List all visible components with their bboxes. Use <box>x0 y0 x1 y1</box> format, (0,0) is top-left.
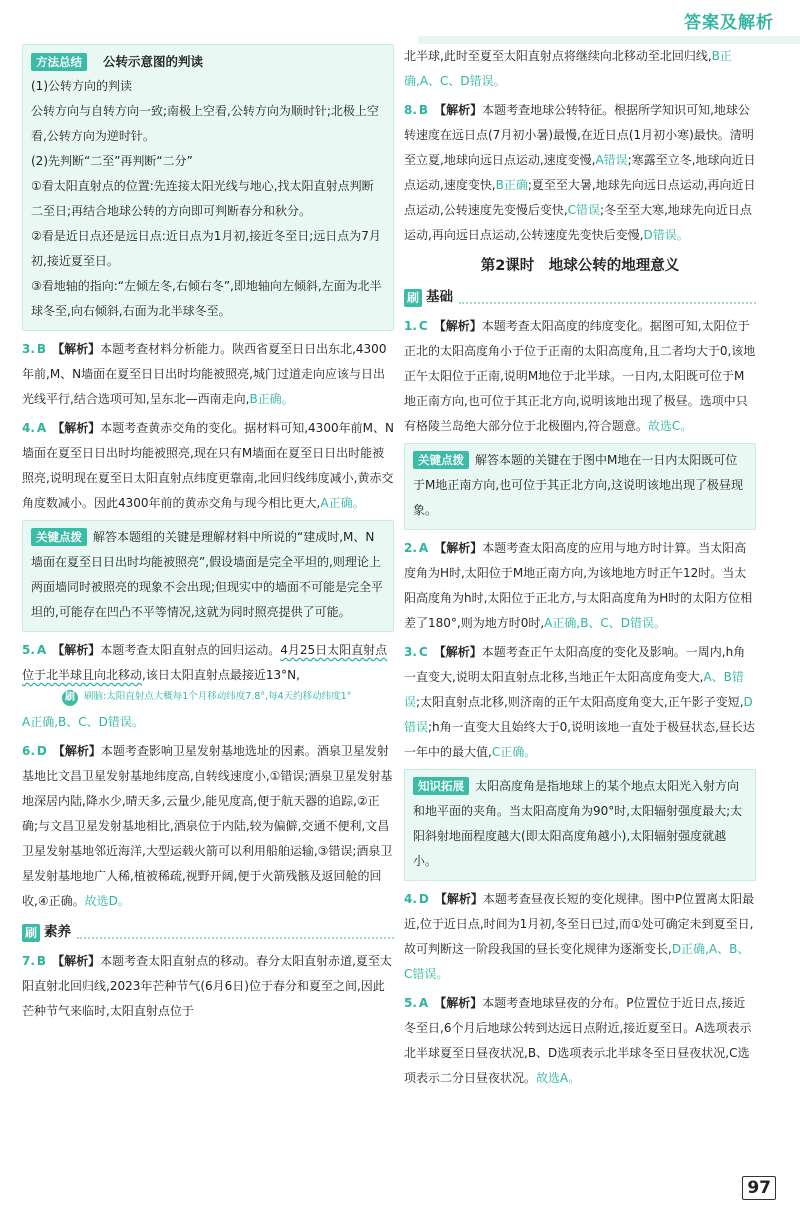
answer-item-r5 <box>404 991 756 1091</box>
item-result: A、B错误 <box>404 670 744 709</box>
header-divider <box>418 36 800 44</box>
item-result: D正确,A、B、C错误。 <box>404 942 750 981</box>
key-point-box <box>404 443 756 530</box>
analysis-label: 【解析】 <box>52 954 101 968</box>
analysis-label: 【解析】 <box>434 103 483 117</box>
item-text: 本题考查太阳直射点的移动。春分太阳直射赤道,夏至太阳直射北回归线,2023年芒种节气(6月6日)位于春分和夏至之间,因此芒种节气来临时,太阳直射点位于 <box>22 954 392 1018</box>
item-result: 故选D。 <box>84 894 130 908</box>
analysis-label: 【解析】 <box>52 643 101 657</box>
item-text: ;h角一直变大且始终大于0,说明该地一直处于极昼状态,昼长达一年中的最大值, <box>404 720 755 759</box>
item-answer: C <box>418 319 428 333</box>
item-answer: A <box>418 996 429 1010</box>
item-result: C正确。 <box>491 745 537 759</box>
section-jichu <box>404 285 756 310</box>
item-number: 3. <box>22 342 35 356</box>
analysis-label: 【解析】 <box>52 421 101 435</box>
item-text: 本题考查太阳直射点的回归运动。 <box>100 643 281 657</box>
item-result: B正确 <box>495 178 528 192</box>
key-point-tag: 关键点拨 <box>413 451 469 469</box>
method-line: (2)先判断“二至”再判断“二分” <box>31 154 193 168</box>
item-number: 8. <box>404 103 417 117</box>
item-result: A错误 <box>595 153 628 167</box>
item-text: 本题考查材料分析能力。陕西省夏至日日出东北,4300年前,M、N墙面在夏至日日出时均能被照亮,城门过道走向应该与日出光线平行,结合选项可知,呈东北—西南走向, <box>22 342 387 406</box>
brush-icon: 刷 <box>404 289 422 307</box>
item-result: B正确。 <box>249 392 294 406</box>
analysis-label: 【解析】 <box>52 744 101 758</box>
item-text: ;夏至至大暑,地球先向远日点运动,再向近日点运动,公转速度先变慢后变快, <box>404 178 756 217</box>
item-number: 5. <box>22 643 35 657</box>
item-result: D错误 <box>404 695 753 734</box>
answer-item-4 <box>22 416 394 516</box>
section-name: 基础 <box>426 289 453 305</box>
brain-note-label: 刷脑: <box>84 691 107 702</box>
item-answer: D <box>418 892 429 906</box>
key-point-text: 解答本题组的关键是理解材料中所说的“建成时,M、N墙面在夏至日日出时均能被照亮”,假设墙面是完全平坦的,则理论上两面墙同时被照亮的现象不会出现;但现实中的墙面不可能是完全平坦的,可能存在凹凸不平等情况,这就为同时照亮提供了可能。 <box>31 530 384 619</box>
answer-item-3 <box>22 337 394 412</box>
lesson-title: 第2课时 地球公转的地理意义 <box>480 258 680 274</box>
answer-item-5 <box>22 638 394 688</box>
left-column <box>22 44 394 1028</box>
page-number: 97 <box>742 1176 776 1200</box>
item-result: C错误 <box>567 203 601 217</box>
item-text: ;寒露至立冬,地球向近日点运动,速度变快, <box>404 153 756 192</box>
method-line: ①看太阳直射点的位置:先连接太阳光线与地心,找太阳直射点判断二至日;再结合地球公转的方向即可判断春分和秋分。 <box>31 179 374 218</box>
brush-icon: 刷 <box>22 924 40 942</box>
item-text: 本题考查黄赤交角的变化。据材料可知,4300年前M、N墙面在夏至日日出时均能被照亮,现在只有M墙面在夏至日日出时能被照亮,说明现在夏至日太阳直射点纬度更靠南,北回归线纬度减小,黄赤交角度数减小。因此4300年前的黄赤交角与现今相比更大, <box>22 421 394 510</box>
item-number: 7. <box>22 954 35 968</box>
item-text: 本题考查太阳高度的纬度变化。据图可知,太阳位于正北的太阳高度角小于位于正南的太阳高度角,且二者均大于0,该地正午太阳位于正南,说明M地位于北半球。一日内,太阳既可位于M地正南方向,也可位于其正北方向,说明该地出现了极昼。选项中只有格陵兰岛绝大部分位于北极圈内,符合题意。 <box>404 319 756 433</box>
item-number: 2. <box>404 541 417 555</box>
analysis-label: 【解析】 <box>52 342 101 356</box>
analysis-label: 【解析】 <box>433 319 482 333</box>
item-answer: A <box>418 541 429 555</box>
method-line: ②看是近日点还是远日点:近日点为1月初,接近冬至日;远日点为7月初,接近夏至日。 <box>31 229 381 268</box>
item-result: 故选A。 <box>536 1071 581 1085</box>
item-number: 5. <box>404 996 417 1010</box>
method-summary-box <box>22 44 394 331</box>
section-divider <box>459 292 756 304</box>
key-point-box <box>22 520 394 632</box>
item-text: ,该日太阳直射点最接近13°N, <box>142 668 300 682</box>
item-number: 6. <box>22 744 35 758</box>
item-answer: A <box>36 421 47 435</box>
key-point-tag: 关键点拨 <box>31 528 87 546</box>
item-number: 3. <box>404 645 417 659</box>
section-name: 素养 <box>44 924 71 940</box>
method-summary-tag: 方法总结 <box>31 53 87 71</box>
item-text: 北半球,此时至夏至太阳直射点将继续向北移动至北回归线, <box>404 49 712 63</box>
knowledge-extension-text: 太阳高度角是指地球上的某个地点太阳光入射方向和地平面的夹角。当太阳高度角为90°时,太阳辐射强度最大;太阳斜射地面程度越大(即太阳高度角越小),太阳辐射强度就越小。 <box>413 779 743 868</box>
item-text: 本题考查昼夜长短的变化规律。图中P位置离太阳最近,位于近日点,时间为1月初,冬至日已过,而①处可确定未到夏至日,故可判断这一阶段我国的昼长变化规律为逐渐变长, <box>404 892 755 956</box>
analysis-label: 【解析】 <box>434 541 483 555</box>
item-text: ;冬至至大寒,地球先向近日点运动,再向远日点运动,公转速度先变快后变慢, <box>404 203 752 242</box>
item-answer: B <box>36 954 47 968</box>
brain-note-icon: 刷 <box>62 690 78 706</box>
method-line: (1)公转方向的判读 <box>31 79 132 93</box>
item-result: A正确,B、C、D错误。 <box>22 715 144 729</box>
item-text: ;太阳直射点北移,则济南的正午太阳高度角变大,正午影子变短, <box>416 695 744 709</box>
item-result: B正确,A、C、D错误。 <box>404 49 732 88</box>
analysis-label: 【解析】 <box>434 892 483 906</box>
method-line: 公转方向与自转方向一致;南极上空看,公转方向为顺时针;北极上空看,公转方向为逆时针。 <box>31 104 379 143</box>
item-result: A正确,B、C、D错误。 <box>544 616 667 630</box>
brain-note <box>62 690 394 706</box>
answer-item-r2 <box>404 536 756 636</box>
section-divider <box>77 927 394 939</box>
item-result: D错误。 <box>643 228 689 242</box>
item-text: 本题考查正午太阳高度的变化及影响。一周内,h角一直变大,说明太阳直射点北移,当地正午太阳高度角变大, <box>404 645 746 684</box>
item-answer: B <box>418 103 429 117</box>
item-text: 本题考查地球公转特征。根据所学知识可知,地球公转速度在远日点(7月初小暑)最慢,在近日点(1月初小寒)最快。清明至立夏,地球向远日点运动,速度变慢, <box>404 103 754 167</box>
item-answer: D <box>36 744 47 758</box>
answer-item-7 <box>22 949 394 1024</box>
item-answer: B <box>36 342 47 356</box>
item-answer: A <box>36 643 47 657</box>
item-text: 本题考查太阳高度的应用与地方时计算。当太阳高度角为H时,太阳位于M地正南方向,为该地地方时正午12时。当太阳高度角为h时,太阳位于正北方,与太阳高度角为H时的太阳方位相差了180°,则为地方时0时, <box>404 541 753 630</box>
item-number: 1. <box>404 319 417 333</box>
method-line: ③看地轴的指向:“左倾左冬,右倾右冬”,即地轴向左倾斜,左面为北半球冬至,向右倾斜,右面为北半球冬至。 <box>31 279 382 318</box>
method-summary-title: 公转示意图的判读 <box>103 54 204 69</box>
item-answer: C <box>418 645 428 659</box>
header-title: 答案及解析 <box>684 13 774 33</box>
answer-item-r4 <box>404 887 756 987</box>
right-column <box>404 44 756 1095</box>
section-suyang <box>22 920 394 945</box>
item-result: 故选C。 <box>647 419 693 433</box>
answer-item-6 <box>22 739 394 914</box>
brain-note-text: 太阳直射点大概每1个月移动纬度7.8°,每4天约移动纬度1° <box>106 691 352 702</box>
answer-item-r1 <box>404 314 756 439</box>
knowledge-extension-tag: 知识拓展 <box>413 777 469 795</box>
item-number: 4. <box>22 421 35 435</box>
analysis-label: 【解析】 <box>433 645 482 659</box>
item-text-highlight: 4月25日太阳直射点位于北半球且向北移动 <box>22 643 388 682</box>
answer-item-r3 <box>404 640 756 765</box>
answer-item-8 <box>404 98 756 248</box>
knowledge-extension-box <box>404 769 756 881</box>
item-text: 本题考查影响卫星发射基地选址的因素。酒泉卫星发射基地比文昌卫星发射基地纬度高,自转线速度小,①错误;酒泉卫星发射基地深居内陆,降水少,晴天多,云量少,能见度高,便于航天器的追踪,②正确;与文昌卫星发射基地相比,酒泉位于内陆,较为偏僻,交通不便利,文昌卫星发射基地邻近海洋,大型运载火箭可以利用船舶运输,③错误;酒泉卫星发射基地地广人稀,植被稀疏,视野开阔,便于火箭残骸及返回舱的回收,④正确。 <box>22 744 393 908</box>
key-point-text: 解答本题的关键在于图中M地在一日内太阳既可位于M地正南方向,也可位于其正北方向,这说明该地出现了极昼现象。 <box>413 453 743 517</box>
item-text: 本题考查地球昼夜的分布。P位置位于近日点,接近冬至日,6个月后地球公转到达远日点附近,接近夏至日。A选项表示北半球夏至日昼夜状况,B、D选项表示北半球冬至日昼夜状况,C选项表示二分日昼夜状况。 <box>404 996 752 1085</box>
analysis-label: 【解析】 <box>434 996 483 1010</box>
item-result: A正确。 <box>320 496 365 510</box>
answer-item-7-continued <box>404 44 756 94</box>
item-number: 4. <box>404 892 417 906</box>
